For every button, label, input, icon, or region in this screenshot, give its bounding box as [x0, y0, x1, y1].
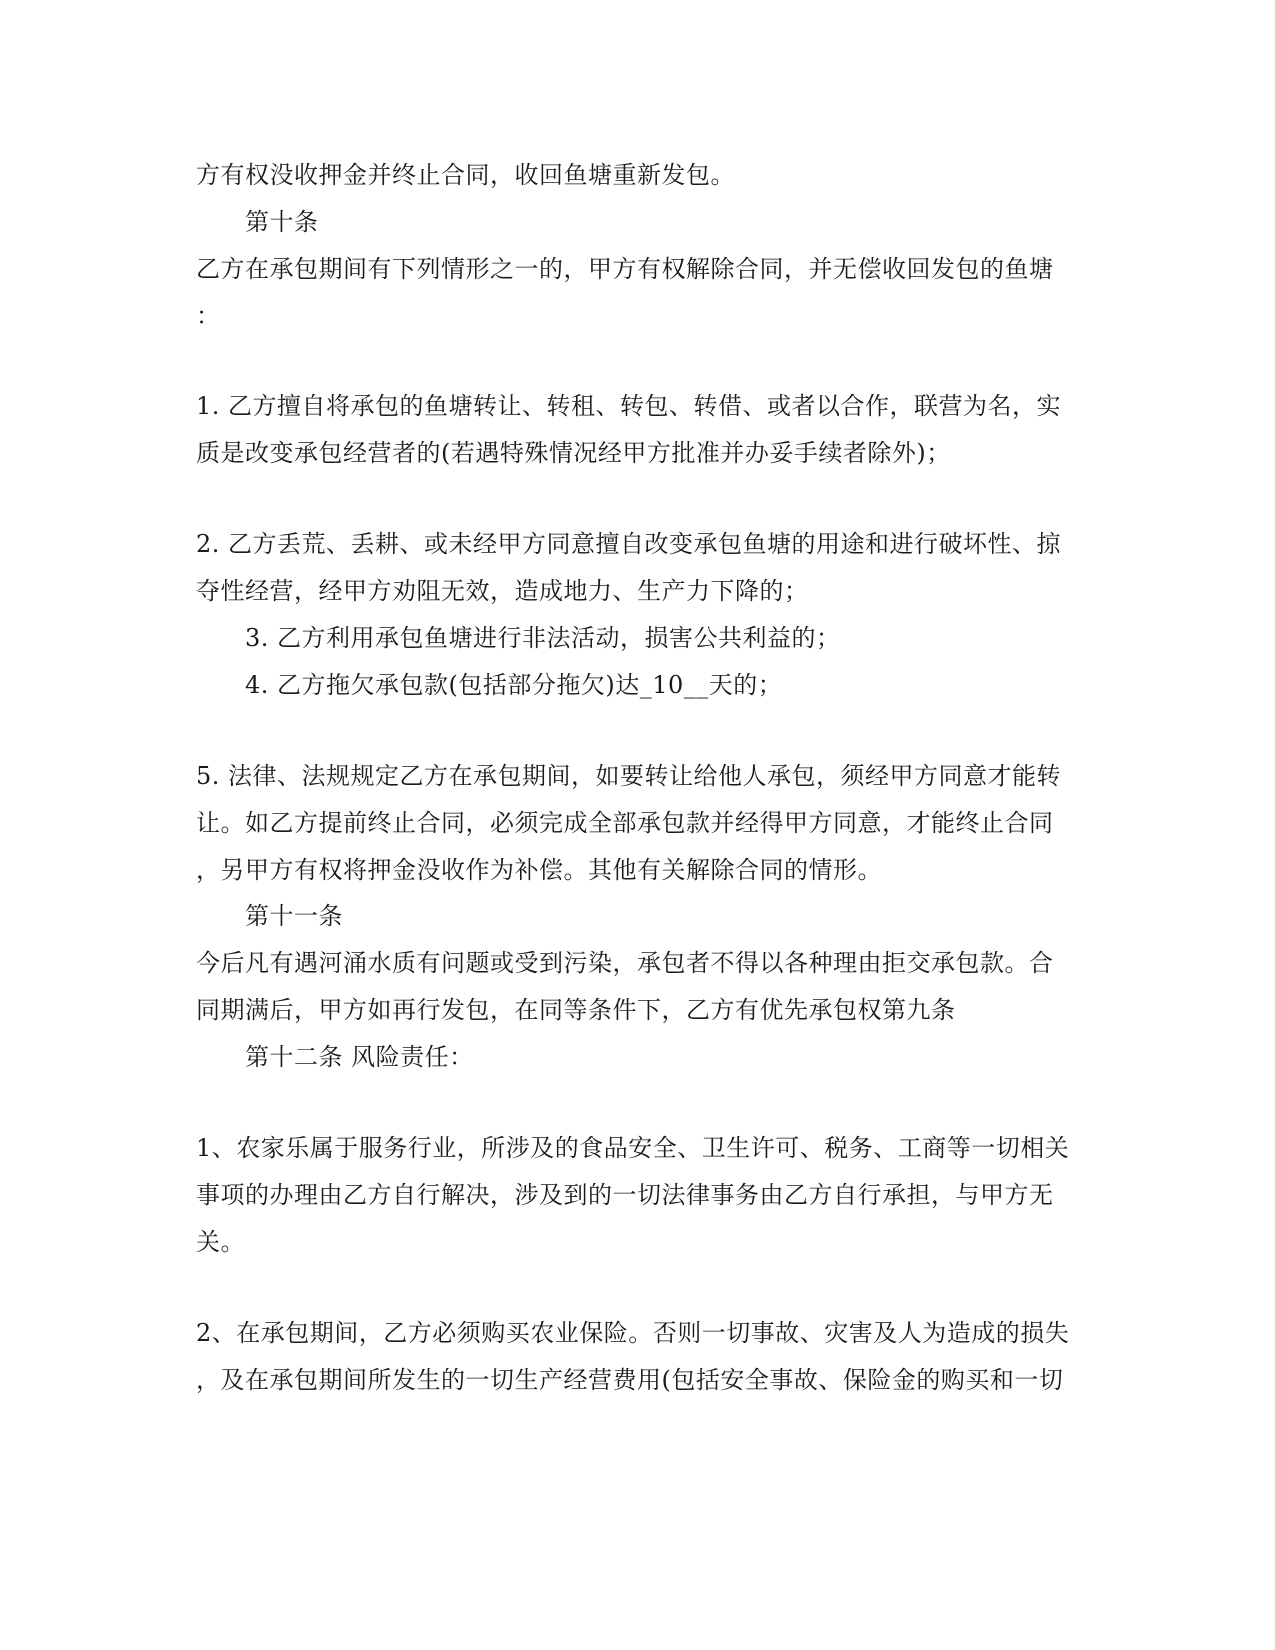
text-line: 方有权没收押金并终止合同，收回鱼塘重新发包。	[196, 161, 735, 189]
text-line: 4. 乙方拖欠承包款(包括部分拖欠)达_10__天的；	[245, 671, 783, 699]
text-line: 关。	[196, 1228, 245, 1256]
text-line: 1. 乙方擅自将承包的鱼塘转让、转租、转包、转借、或者以合作，联营为名，实	[196, 392, 1062, 420]
text-line: 同期满后，甲方如再行发包，在同等条件下，乙方有优先承包权第九条	[196, 996, 956, 1024]
text-line: ，另甲方有权将押金没收作为补偿。其他有关解除合同的情形。	[196, 856, 882, 884]
text-line: 夺性经营，经甲方劝阻无效，造成地力、生产力下降的；	[196, 577, 809, 605]
text-line: 事项的办理由乙方自行解决，涉及到的一切法律事务由乙方自行承担，与甲方无	[196, 1181, 1054, 1209]
text-line: 2、在承包期间，乙方必须购买农业保险。否则一切事故、灾害及人为造成的损失	[196, 1319, 1070, 1347]
text-line: 质是改变承包经营者的(若遇特殊情况经甲方批准并办妥手续者除外)；	[196, 439, 951, 467]
text-line: 2. 乙方丢荒、丢耕、或未经甲方同意擅自改变承包鱼塘的用途和进行破坏性、掠	[196, 530, 1062, 558]
text-line: ：	[196, 302, 221, 330]
article-heading-10: 第十条	[245, 208, 319, 236]
text-line: 5. 法律、法规规定乙方在承包期间，如要转让给他人承包，须经甲方同意才能转	[196, 762, 1062, 790]
text-line: 让。如乙方提前终止合同，必须完成全部承包款并经得甲方同意，才能终止合同	[196, 809, 1054, 837]
text-line: 1、农家乐属于服务行业，所涉及的食品安全、卫生许可、税务、工商等一切相关	[196, 1134, 1070, 1162]
article-heading-11: 第十一条	[245, 902, 343, 930]
text-line: 今后凡有遇河涌水质有问题或受到污染，承包者不得以各种理由拒交承包款。合	[196, 949, 1054, 977]
article-heading-12: 第十二条 风险责任：	[245, 1043, 474, 1071]
text-line: ，及在承包期间所发生的一切生产经营费用(包括安全事故、保险金的购买和一切	[196, 1366, 1064, 1394]
text-line: 乙方在承包期间有下列情形之一的，甲方有权解除合同，并无偿收回发包的鱼塘	[196, 255, 1054, 283]
text-line: 3. 乙方利用承包鱼塘进行非法活动，损害公共利益的；	[245, 624, 841, 652]
